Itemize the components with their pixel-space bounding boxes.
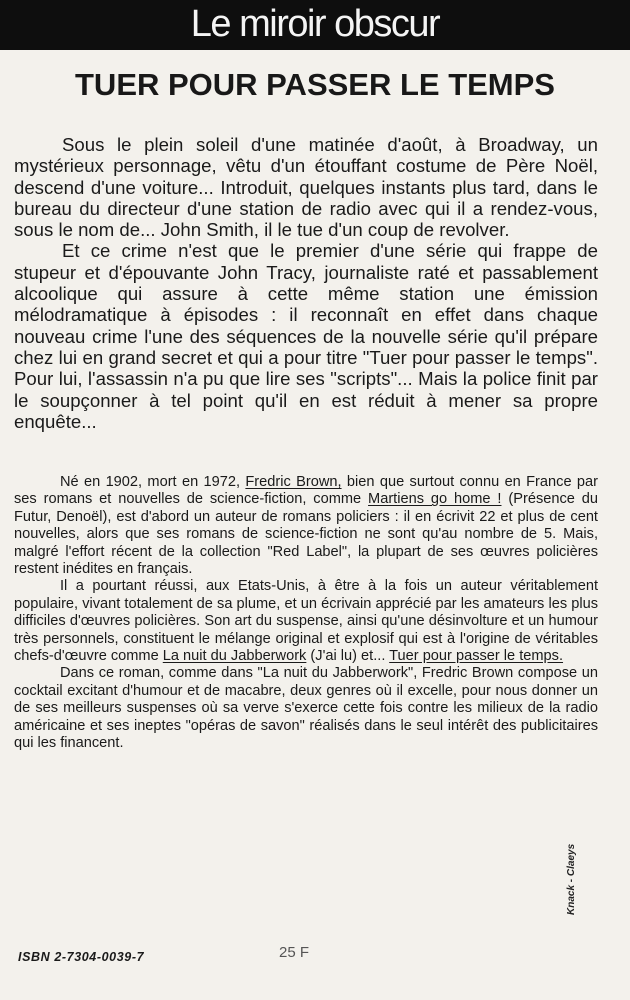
bio-paragraph — [14, 474, 598, 578]
series-name: Le miroir obscur — [190, 3, 440, 45]
bio-paragraph: Dans ce roman, comme dans "La nuit du Jabberwork", Fredric Brown compose un cocktail excitant d'humour et de macabre, deux genres où il excelle, pour nous donner un de ses meilleurs suspenses où sa verve s'exerce cette fois contre les milieux de la radio américaine et ses ineptes "opéras de savon" réalisés dans le seul intérêt des publicitaires qui les financent. — [14, 665, 598, 752]
book-reference: La nuit du Jabberwork — [162, 648, 307, 665]
author-name: Fredric Brown, — [245, 474, 342, 490]
synopsis — [14, 134, 598, 432]
series-banner — [0, 0, 630, 50]
author-bio — [14, 474, 598, 753]
synopsis-paragraph: Sous le plein soleil d'une matinée d'août, à Broadway, un mystérieux personnage, vêtu d'un étouffant costume de Père Noël, descend d'une voiture... Introduit, quelques instants plus tard, dans le bureau du directeur d'une station de radio avec qui il a rendez-vous, sous le nom de... John Smith, il le tue d'un coup de revolver. — [14, 134, 598, 241]
book-reference: Martiens go home ! — [368, 491, 502, 508]
synopsis-paragraph: Et ce crime n'est que le premier d'une série qui frappe de stupeur et d'épouvante John Tracy, journaliste raté et passablement alcoolique qui assure à cette même station une émission mélodramatique à épisodes : il reconnaît en effet dans chaque nouveau crime l'une des séquences de la nouvelle série qu'il prépare chez lui en grand secret et qui a pour titre "Tuer pour passer le temps". Pour lui, l'assassin n'a pu que lire ses "scripts"... Mais la police finit par le soupçonner à tel point qu'il en est réduit à mener sa propre enquête... — [14, 240, 598, 432]
bio-text: bien que surtout connu en France par ses romans et nouvelles de science-fiction, comme — [14, 474, 598, 508]
bio-text: (Présence du Futur, Denoël), est d'abord un auteur de romans policiers : il en écrivit 22 et plus de cent nouvelles, alors que ses romans de science-fiction ne sont qu'au nombre de 5. Mais, malgré l'effort récent de la collection "Red Label", la plupart de ses œuvres policières restent inédites en français. — [14, 491, 599, 578]
bio-text: Né en 1902, mort en 1972, — [60, 474, 246, 490]
bio-text: Il a pourtant réussi, aux Etats-Unis, à être à la fois un auteur véritablement populaire, vivant totalement de sa plume, et un écrivain apprécié par les amateurs les plus difficiles d'œuvres policières. Son art du suspense, ainsi qu'une désinvolture et un humour très personnels, constituent le mélange original et explosif qui est à l'origine de véritables chefs-d'œuvre comme — [14, 578, 598, 665]
photo-credit: Knack - Claeys — [566, 843, 577, 915]
book-reference: Tuer pour passer le temps. — [389, 648, 564, 665]
isbn: ISBN 2-7304-0039-7 — [18, 950, 145, 964]
price: 25 F — [279, 944, 310, 961]
bio-text: (J'ai lu) et... — [306, 648, 390, 665]
book-title: TUER POUR PASSER LE TEMPS — [75, 67, 555, 102]
bio-paragraph — [14, 578, 598, 665]
